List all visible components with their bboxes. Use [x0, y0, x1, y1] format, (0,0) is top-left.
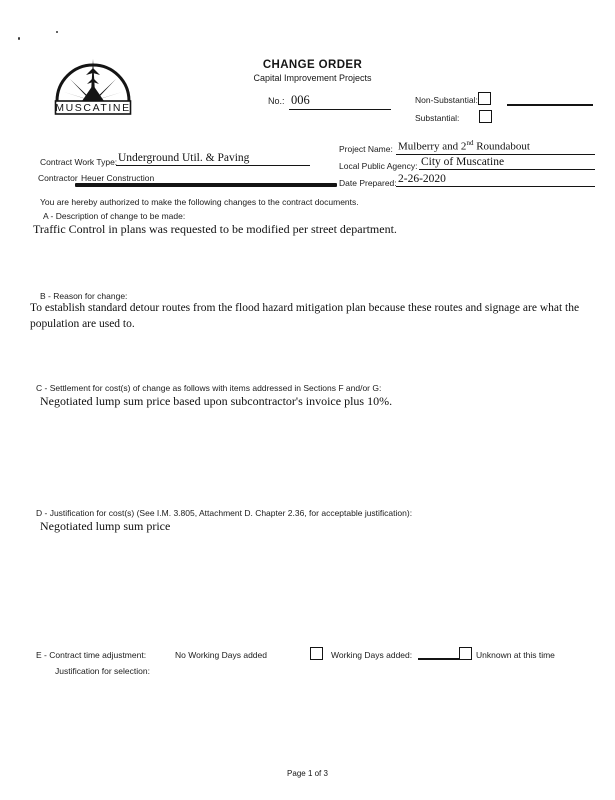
contract-work-type-value: Underground Util. & Paving: [116, 152, 310, 166]
contractor-underline-smudge: [75, 183, 337, 187]
section-c-label: C - Settlement for cost(s) of change as follows with items addressed in Sections F and/or G:: [36, 383, 382, 393]
page-subtitle: Capital Improvement Projects: [253, 73, 372, 83]
justification-for-selection-label: Justification for selection:: [55, 666, 150, 676]
page-number: Page 1 of 3: [287, 769, 328, 778]
logo-text: MUSCATINE: [55, 102, 131, 114]
non-substantial-line: [507, 104, 593, 106]
local-public-agency-value: City of Muscatine: [419, 156, 595, 170]
header-title-block: [225, 59, 400, 83]
project-name-value: Mulberry and 2nd Roundabout: [396, 139, 595, 155]
section-c-value: Negotiated lump sum price based upon subcontractor's invoice plus 10%.: [40, 394, 393, 408]
working-days-added-checkbox[interactable]: [310, 647, 323, 660]
number-label: No.:: [268, 96, 285, 106]
muscatine-logo-graphic: [53, 56, 133, 116]
contractor-label: Contractor: [38, 173, 78, 183]
working-days-added-label: Working Days added:: [331, 650, 413, 660]
contract-work-type-label: Contract Work Type:: [40, 157, 118, 167]
change-order-number-row: [268, 91, 391, 110]
unknown-time-checkbox[interactable]: [459, 647, 472, 660]
non-substantial-label: Non-Substantial:: [415, 95, 478, 105]
substantial-label: Substantial:: [415, 113, 460, 123]
date-prepared-value: 2-26-2020: [396, 173, 595, 187]
section-b-value: To establish standard detour routes from the flood hazard mitigation plan because these routes and signage are what the population are used to.: [30, 302, 580, 330]
working-days-added-line: [418, 658, 461, 660]
muscatine-logo: [53, 56, 133, 116]
project-name-label: Project Name:: [339, 144, 393, 154]
date-prepared-label: Date Prepared:: [339, 178, 397, 188]
section-a-value: Traffic Control in plans was requested to be modified per street department.: [33, 222, 397, 236]
page-title: CHANGE ORDER: [262, 59, 363, 71]
number-value-field: 006: [289, 93, 391, 110]
section-e-label: E - Contract time adjustment:: [36, 650, 147, 660]
section-d-value: Negotiated lump sum price: [40, 519, 171, 533]
non-substantial-checkbox[interactable]: [478, 92, 491, 105]
unknown-time-label: Unknown at this time: [476, 650, 555, 660]
no-working-days-label: No Working Days added: [175, 650, 267, 660]
contractor-value: Heuer Construction: [81, 173, 155, 183]
section-a-label: A - Description of change to be made:: [43, 211, 186, 221]
section-d-label: D - Justification for cost(s) (See I.M. 3.805, Attachment D. Chapter 2.36, for acceptable justification):: [36, 508, 413, 518]
authorization-text: You are hereby authorized to make the following changes to the contract documents.: [40, 197, 359, 207]
local-public-agency-label: Local Public Agency:: [339, 161, 418, 171]
scan-speck: [18, 37, 20, 40]
scan-speck: [56, 31, 58, 33]
substantial-checkbox[interactable]: [479, 110, 492, 123]
section-b-label: B - Reason for change:: [40, 291, 128, 301]
